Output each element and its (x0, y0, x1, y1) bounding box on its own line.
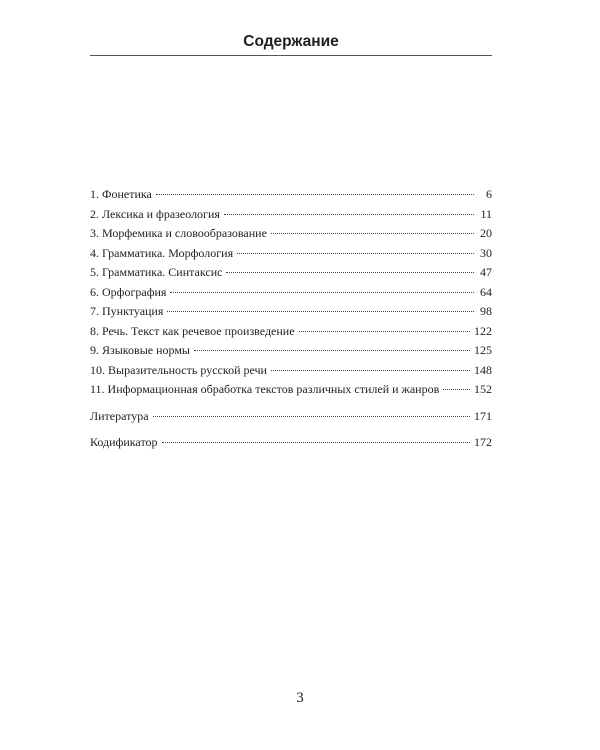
toc-leader-dots (153, 416, 470, 417)
title-underline (90, 55, 492, 56)
toc-leader-dots (226, 272, 474, 273)
toc-entry-title: 3. Морфемика и словообразование (90, 226, 267, 240)
toc-entry (90, 302, 492, 322)
toc-entry (90, 244, 492, 264)
toc-entry-page: 47 (480, 265, 492, 279)
toc-entry (90, 205, 492, 225)
toc-entry-page: 11 (480, 206, 492, 221)
toc-entry-title: Кодификатор (90, 435, 158, 449)
toc-entry-page: 152 (474, 382, 492, 396)
toc-leader-dots (271, 370, 470, 371)
toc-entry-codifier (90, 433, 492, 453)
toc-entry-page: 64 (480, 284, 492, 299)
toc-entry-title: 2. Лексика и фразеология (90, 206, 220, 221)
page-title: Содержание (243, 33, 339, 50)
toc-entry-page: 6 (486, 187, 492, 201)
toc-entry-title: Литература (90, 408, 149, 423)
toc-entry (90, 361, 492, 381)
toc-entry-title: 8. Речь. Текст как речевое произведение (90, 323, 295, 338)
toc-entry-title: 7. Пунктуация (90, 304, 164, 318)
toc-entry-title: 10. Выразительность русской речи (90, 362, 267, 377)
toc-entry (90, 322, 492, 342)
toc-entry (90, 224, 492, 244)
page-number: 3 (296, 690, 304, 706)
toc-entry-page: 171 (474, 408, 492, 423)
toc-entry-literature (90, 407, 492, 427)
toc-entry (90, 263, 492, 283)
toc-entry-title: 6. Орфография (90, 284, 167, 299)
toc-leader-dots (156, 194, 474, 195)
toc-leader-dots (167, 311, 474, 312)
toc-entry-page: 172 (474, 435, 492, 449)
toc-entry (90, 185, 492, 205)
toc-entry-title: 11. Информационная обработка текстов различных стилей и жанров (90, 382, 440, 396)
toc-entry-page: 122 (474, 323, 492, 338)
toc-entry-title: 9. Языковые нормы (90, 343, 190, 357)
toc-entry (90, 283, 492, 303)
toc-entry-page: 20 (480, 226, 492, 240)
toc-leader-dots (162, 442, 470, 443)
toc-leader-dots (271, 233, 474, 234)
toc-entry-title: 4. Грамматика. Морфология (90, 245, 234, 260)
toc-entry (90, 380, 492, 400)
toc-leader-dots (237, 253, 474, 254)
toc-entry-page: 30 (480, 245, 492, 260)
toc-entry-page: 98 (480, 304, 492, 318)
table-of-contents (90, 185, 492, 453)
toc-leader-dots (170, 292, 474, 293)
toc-entry-title: 5. Грамматика. Синтаксис (90, 265, 223, 279)
toc-leader-dots (224, 214, 474, 215)
toc-entry-title: 1. Фонетика (90, 187, 152, 201)
toc-leader-dots (299, 331, 470, 332)
toc-entry-page: 125 (474, 343, 492, 357)
toc-leader-dots (194, 350, 470, 351)
toc-entry-page: 148 (474, 362, 492, 377)
toc-leader-dots (443, 389, 470, 390)
toc-entry (90, 341, 492, 361)
